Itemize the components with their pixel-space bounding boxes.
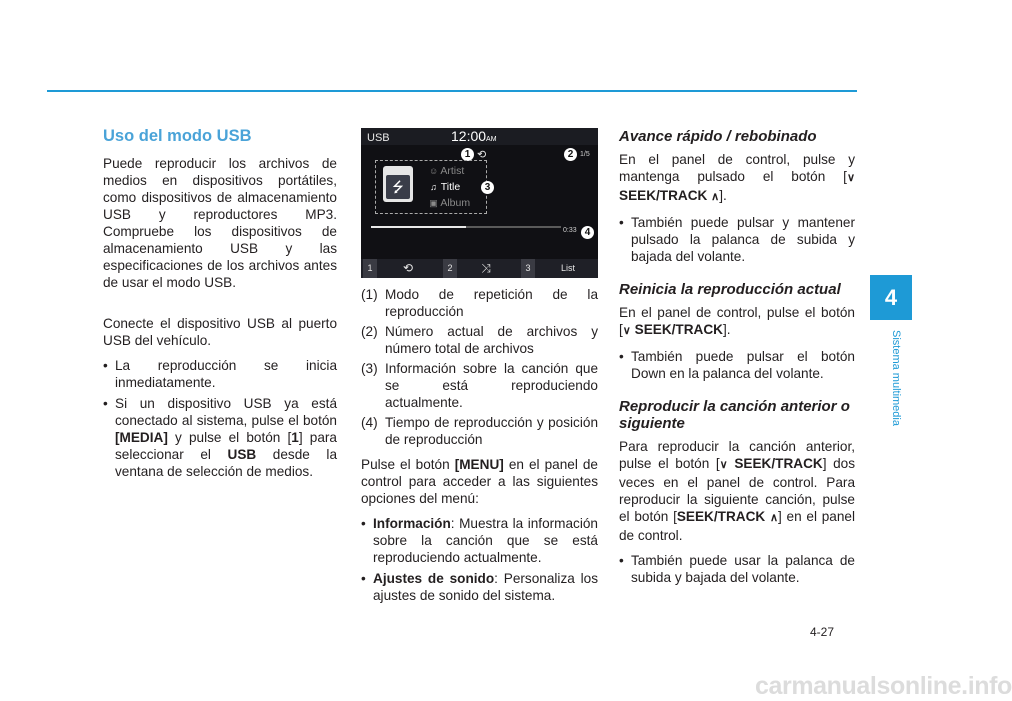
artist-label: Artist — [440, 165, 465, 177]
legend-item-2: (2) Número actual de archivos y número total de archivos — [361, 324, 598, 356]
screen-btn-1: 1 — [363, 259, 377, 278]
chevron-up-icon: ∧ — [769, 512, 779, 524]
song-info — [429, 163, 470, 211]
bullet-playback-starts: • La reproducción se inicia inmediatamente. — [103, 357, 337, 391]
title-label: Title — [440, 181, 461, 193]
chevron-up-icon: ∧ — [711, 191, 720, 203]
chevron-down-icon: ∨ — [846, 172, 855, 184]
screen-status-bar — [361, 128, 598, 145]
track-count: 1/5 — [580, 151, 590, 158]
restart-paragraph: En el panel de control, pulse el botón [∨ SEEK/TRACK]. — [619, 305, 855, 337]
intro-paragraph: Puede reproducir los archivos de medios en dispositivos portátiles, como dispositivos de almacenamiento USB y reproductores MP3. Compruebe los dispositivos de almacenamiento USB y las especificaciones de los archivos antes de usar el modo USB. — [103, 156, 337, 290]
album-label: Album — [440, 197, 471, 209]
bullet-hold-lever: • También puede pulsar y mantener pulsado la palanca de subida y bajada del volante. — [619, 214, 855, 265]
legend-item-4: (4) Tiempo de reproducción y posición de reproducción — [361, 415, 598, 447]
album-icon: ▣ — [429, 198, 438, 208]
fast-forward-bullets — [619, 214, 855, 265]
column-3 — [619, 128, 855, 594]
callout-badge-3: 3 — [481, 181, 494, 194]
bullet-already-connected: • Si un dispositivo USB ya está conectado al sistema, pulse el botón [MEDIA] y pulse el botón [1] para seleccionar el USB desde la ventana de selección de medios. — [103, 395, 337, 480]
column-2 — [361, 128, 598, 612]
repeat-button-icon: ⟲ — [402, 261, 414, 275]
artist-icon: ☺ — [429, 166, 439, 176]
repeat-icon: ⟲ — [477, 149, 487, 161]
title-icon: ♫ — [430, 182, 437, 192]
screen-btn-3: 3 — [521, 259, 535, 278]
heading-fast-forward: Avance rápido / rebobinado — [619, 128, 817, 145]
chapter-label: Sistema multimedia — [890, 330, 902, 426]
section-heading: Uso del modo USB — [103, 127, 252, 145]
prev-next-paragraph: Para reproducir la canción anterior, pulse el botón [∨ SEEK/TRACK] dos veces en el panel de control. Para reproducir la siguiente canción, pulse el botón [SEEK/TRACK ∧] en el panel de control. — [619, 439, 856, 543]
usb-bullets — [103, 357, 337, 480]
connect-paragraph: Conecte el dispositivo USB al puerto USB del vehículo. — [103, 316, 337, 348]
legend-item-3: (3) Información sobre la canción que se está reproduciendo actualmente. — [361, 361, 598, 410]
shuffle-icon: ⤨ — [481, 261, 491, 275]
progress-fill — [371, 226, 466, 228]
album-art — [383, 166, 413, 202]
page-number: 4-27 — [810, 625, 835, 639]
option-ajustes-sonido: • Ajustes de sonido: Personaliza los ajustes de sonido del sistema. — [361, 570, 598, 604]
legend-list — [361, 286, 598, 448]
elapsed-time: 0:33 — [563, 227, 577, 234]
list-button: List — [560, 263, 575, 273]
top-rule — [47, 90, 857, 92]
chapter-tab: 4 — [870, 275, 912, 320]
heading-restart: Reinicia la reproducción actual — [619, 281, 841, 298]
chevron-down-icon: ∨ — [622, 325, 631, 337]
usb-screen-illustration — [361, 128, 598, 278]
menu-options — [361, 515, 598, 604]
bullet-use-lever: • También puede usar la palanca de subida y bajada del volante. — [619, 552, 855, 586]
usb-icon: ⭍ — [386, 175, 410, 199]
legend-item-1: (1) Modo de repetición de la reproducción — [361, 287, 598, 319]
option-informacion: • Información: Muestra la información sobre la canción que se está reproduciendo actualmente. — [361, 515, 598, 566]
column-1 — [103, 128, 337, 488]
callout-badge-4: 4 — [581, 226, 594, 239]
callout-badge-1: 1 — [461, 148, 474, 161]
bullet-down-button: • También puede pulsar el botón Down en la palanca del volante. — [619, 348, 855, 382]
screen-source-label: USB — [367, 132, 390, 144]
screen-button-bar — [361, 259, 598, 278]
screen-btn-2: 2 — [443, 259, 457, 278]
menu-paragraph: Pulse el botón [MENU] en el panel de control para acceder a las siguientes opciones del menú: — [361, 457, 598, 506]
screen-clock: 12:00AM — [451, 128, 497, 144]
watermark: carmanualsonline.info — [755, 672, 1012, 700]
callout-badge-2: 2 — [564, 148, 577, 161]
fast-forward-paragraph: En el panel de control, pulse y mantenga pulsado el botón [∨ SEEK/TRACK ∧]. — [619, 152, 855, 203]
chevron-down-icon: ∨ — [719, 459, 728, 471]
progress-track — [371, 226, 561, 228]
heading-prev-next: Reproducir la canción anterior o siguiente — [619, 398, 850, 432]
restart-bullets — [619, 348, 855, 382]
prev-next-bullets — [619, 552, 855, 586]
